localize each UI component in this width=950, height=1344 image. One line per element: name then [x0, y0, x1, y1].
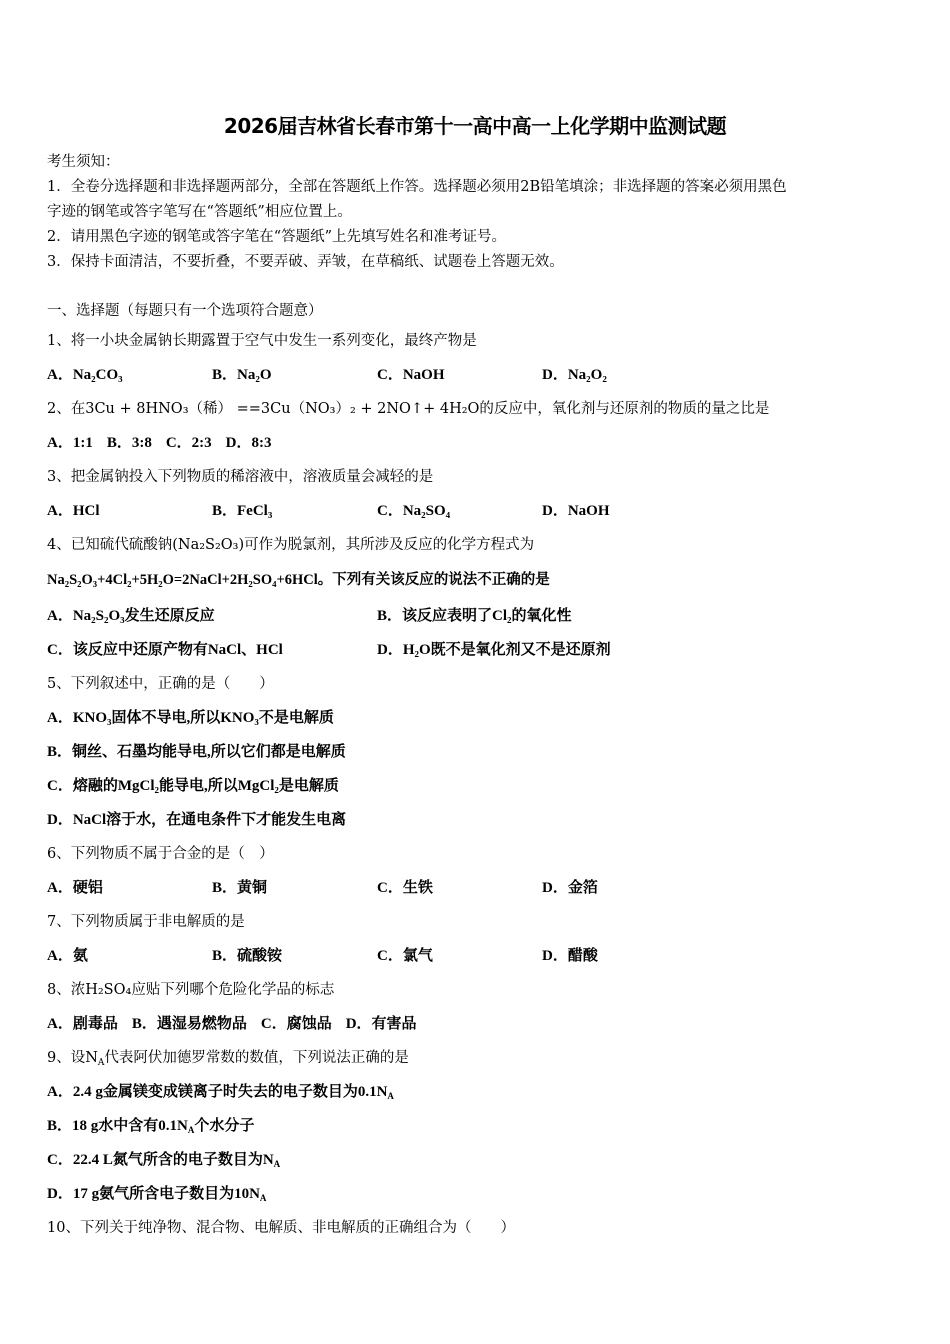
option-C [47, 633, 377, 667]
text-segment: B．18 g水中含有0.1N [47, 1118, 188, 1134]
text-segment: A．2.4 g金属镁变成镁离子时失去的电子数目为0.1N [47, 1084, 388, 1100]
text-segment: 8、浓H₂SO₄应贴下列哪个危险化学品的标志 [47, 982, 335, 998]
option-C [377, 939, 542, 973]
text-segment: 5、下列叙述中，正确的是（ ） [47, 676, 274, 692]
text-segment: B．铜丝、石墨均能导电,所以它们都是电解质 [47, 744, 346, 760]
text-segment: 7、下列物质属于非电解质的是 [47, 914, 245, 930]
options-row [47, 871, 907, 905]
text-segment: B．硫酸铵 [212, 948, 283, 964]
text-segment: D．17 g氨气所含电子数目为10N [47, 1186, 260, 1202]
text-segment: A．Na₂S₂O₃发生还原反应 [47, 608, 215, 624]
text-segment: D．8:3 [225, 435, 272, 451]
subscript: A [259, 1193, 267, 1203]
question-stem [47, 392, 907, 426]
text-segment: A．剧毒品 [47, 1016, 118, 1032]
text-segment: B．黄铜 [212, 880, 268, 896]
text-segment: D．有害品 [345, 1016, 417, 1032]
section-heading: 一、选择题（每题只有一个选项符合题意） [47, 303, 323, 319]
option-C [377, 494, 542, 528]
text-segment: C．熔融的MgCl₂能导电,所以MgCl₂是电解质 [47, 778, 339, 794]
notice-item: 2．请用黑色字迹的钢笔或答字笔在“答题纸”上先填写姓名和准考证号。 [47, 229, 507, 245]
option-B [377, 599, 707, 633]
question-10 [47, 1211, 907, 1245]
option-B [132, 1007, 247, 1041]
text-segment: C．生铁 [377, 880, 433, 896]
option-A [47, 426, 93, 460]
text-segment: A．氨 [47, 948, 88, 964]
text-segment: C．22.4 L氮气所含的电子数目为N [47, 1152, 274, 1168]
option-C [377, 358, 542, 392]
option-A [47, 1007, 118, 1041]
question-6 [47, 837, 907, 905]
option-D [542, 939, 707, 973]
question-5 [47, 667, 907, 837]
options-row [47, 1007, 907, 1041]
option-D [542, 494, 707, 528]
text-segment: C．腐蚀品 [260, 1016, 332, 1032]
text-segment: 代表阿伏加德罗常数的数值，下列说法正确的是 [104, 1050, 409, 1066]
option-A [47, 358, 212, 392]
notice-block [47, 150, 907, 275]
text-segment: A．HCl [47, 503, 100, 519]
question-stem [47, 667, 907, 701]
text-segment: 10、下列关于纯净物、混合物、电解质、非电解质的正确组合为（ ） [47, 1220, 515, 1236]
text-segment: B．FeCl₃ [212, 503, 273, 519]
option-C [47, 769, 907, 803]
notice-item: 3．保持卡面清洁，不要折叠，不要弄破、弄皱，在草稿纸、试题卷上答题无效。 [47, 254, 564, 270]
question-stem [47, 1041, 907, 1075]
notice-item: 字迹的钢笔或答字笔写在“答题纸”相应位置上。 [47, 204, 352, 220]
options-row [47, 599, 907, 633]
text-segment: C．NaOH [377, 367, 445, 383]
options-row [47, 494, 907, 528]
option-A [47, 701, 907, 735]
text-segment: A．Na₂CO₃ [47, 367, 123, 383]
text-segment: C．Na₂SO₄ [377, 503, 451, 519]
question-stem [47, 905, 907, 939]
question-3 [47, 460, 907, 528]
option-C [166, 426, 212, 460]
subscript: A [273, 1159, 281, 1169]
question-2 [47, 392, 907, 460]
question-stem [47, 1211, 907, 1245]
text-segment: A．1:1 [47, 435, 93, 451]
option-D [542, 358, 707, 392]
question-stem [47, 837, 907, 871]
question-stem [47, 973, 907, 1007]
options-row [47, 633, 907, 667]
text-segment: D．H₂O既不是氧化剂又不是还原剂 [377, 642, 611, 658]
options-row [47, 426, 907, 460]
option-B [212, 939, 377, 973]
text-segment: 9、设N [47, 1050, 98, 1066]
text-segment: D．NaCl溶于水，在通电条件下才能发生电离 [47, 812, 347, 828]
question-9 [47, 1041, 907, 1211]
option-B [212, 494, 377, 528]
text-segment: B．Na₂O [212, 367, 272, 383]
text-segment: 1、将一小块金属钠长期露置于空气中发生一系列变化，最终产物是 [47, 333, 477, 349]
option-D [377, 633, 707, 667]
text-segment: 3、把金属钠投入下列物质的稀溶液中，溶液质量会减轻的是 [47, 469, 434, 485]
notice-heading: 考生须知： [47, 154, 120, 170]
option-C [377, 871, 542, 905]
option-C [47, 1143, 907, 1177]
question-stem [47, 528, 907, 562]
text-segment: D．金箔 [542, 880, 598, 896]
question-7 [47, 905, 907, 973]
text-segment: 2、在3Cu + 8HNO₃（稀） ==3Cu（NO₃）₂ + 2NO↑+ 4H₂O的反应中，氧化剂与还原剂的物质的量之比是 [47, 401, 770, 417]
subscript: A [187, 1125, 195, 1135]
question-stem [47, 460, 907, 494]
option-B [212, 871, 377, 905]
option-C [261, 1007, 332, 1041]
text-segment: C．氯气 [377, 948, 433, 964]
questions-section [47, 298, 907, 1245]
text-segment: B．3:8 [106, 435, 152, 451]
text-segment: D．醋酸 [542, 948, 598, 964]
option-B [212, 358, 377, 392]
option-D [47, 803, 907, 837]
question-stem [47, 562, 907, 599]
option-B [107, 426, 152, 460]
page-title: 2026届吉林省长春市第十一高中高一上化学期中监测试题 [223, 114, 727, 138]
option-D [542, 871, 707, 905]
option-B [47, 1109, 907, 1143]
options-row [47, 358, 907, 392]
text-segment: C．2:3 [165, 435, 212, 451]
text-segment: B．遇湿易燃物品 [131, 1016, 247, 1032]
option-A [47, 871, 212, 905]
question-8 [47, 973, 907, 1041]
option-B [47, 735, 907, 769]
option-D [226, 426, 272, 460]
options-row [47, 939, 907, 973]
option-A [47, 494, 212, 528]
text-segment: A．硬铝 [47, 880, 103, 896]
text-segment: 个水分子 [194, 1118, 255, 1134]
text-segment: 6、下列物质不属于合金的是（ ） [47, 846, 274, 862]
question-1 [47, 324, 907, 392]
text-segment: B．该反应表明了Cl₂的氧化性 [377, 608, 572, 624]
notice-item: 1．全卷分选择题和非选择题两部分，全部在答题纸上作答。选择题必须用2B铅笔填涂；非选择题的答案必须用黑色 [47, 179, 787, 195]
subscript: A [387, 1091, 394, 1101]
option-A [47, 939, 212, 973]
text-segment: D．NaOH [542, 503, 610, 519]
option-A [47, 1075, 907, 1109]
question-4 [47, 528, 907, 667]
text-segment: Na₂S₂O₃+4Cl₂+5H₂O=2NaCl+2H₂SO₄+6HCl。下列有关该反应的说法不正确的是 [47, 572, 550, 588]
text-segment: D．Na₂O₂ [542, 367, 607, 383]
text-segment: C．该反应中还原产物有NaCl、HCl [47, 642, 283, 658]
question-stem [47, 324, 907, 358]
option-D [47, 1177, 907, 1211]
text-segment: A．KNO₃固体不导电,所以KNO₃不是电解质 [47, 710, 334, 726]
option-D [346, 1007, 417, 1041]
option-A [47, 599, 377, 633]
subscript: A [97, 1058, 105, 1068]
text-segment: 4、已知硫代硫酸钠(Na₂S₂O₃)可作为脱氯剂，其所涉及反应的化学方程式为 [47, 537, 535, 553]
